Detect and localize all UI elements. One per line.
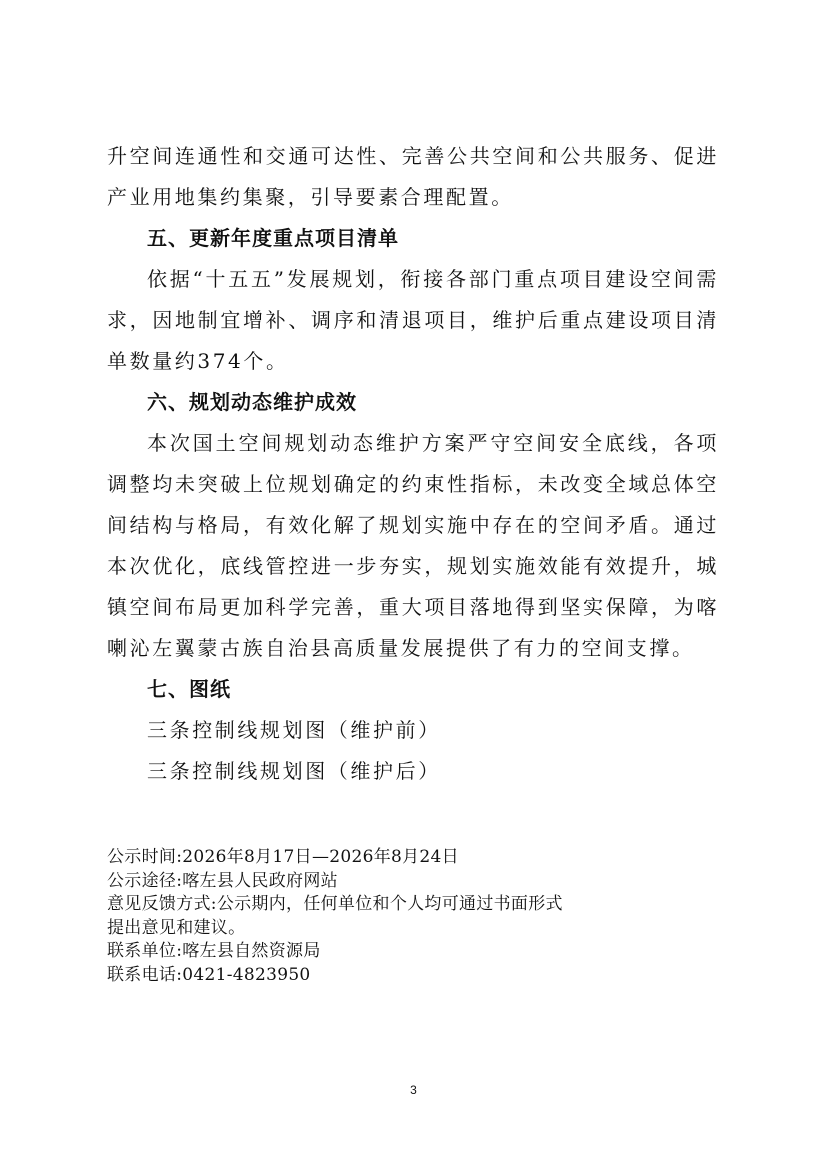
section-heading-7: 七、图纸: [147, 677, 231, 701]
document-body: [107, 136, 719, 792]
public-notice-block: [107, 846, 719, 987]
section-6-paragraph: 本次国土空间规划动态维护方案严守空间安全底线，各项调整均未突破上位规划确定的约束性指标，未改变全域总体空间结构与格局，有效化解了规划实施中存在的空间矛盾。通过本次优化，底线管控进一步夯实，规划实施效能有效提升，城镇空间布局更加科学完善，重大项目落地得到坚实保障，为喀喇沁左翼蒙古族自治县高质量发展提供了有力的空间支撑。: [107, 431, 719, 660]
section-5-paragraph: 依据“十五五”发展规划，衔接各部门重点项目建设空间需求，因地制宜增补、调序和清退项目，维护后重点建设项目清单数量约374个。: [107, 267, 719, 373]
continued-paragraph: 升空间连通性和交通可达性、完善公共空间和公共服务、促进产业用地集约集聚，引导要素合理配置。: [107, 144, 719, 209]
drawing-item-after: 三条控制线规划图（维护后）: [147, 759, 441, 783]
notice-feedback-method: 意见反馈方式:公示期内，任何单位和个人均可通过书面形式: [107, 894, 563, 914]
notice-contact-unit: 联系单位:喀左县自然资源局: [107, 941, 321, 961]
notice-period: 公示时间:2026年8月17日—2026年8月24日: [107, 847, 459, 867]
notice-channel: 公示途径:喀左县人民政府网站: [107, 870, 338, 891]
section-heading-5: 五、更新年度重点项目清单: [147, 226, 399, 250]
notice-feedback-method-cont: 提出意见和建议。: [107, 917, 246, 938]
page-number: 3: [410, 1083, 417, 1097]
notice-contact-phone: 联系电话:0421-4823950: [107, 964, 311, 985]
section-heading-6: 六、规划动态维护成效: [147, 390, 357, 414]
drawing-item-before: 三条控制线规划图（维护前）: [147, 718, 441, 742]
